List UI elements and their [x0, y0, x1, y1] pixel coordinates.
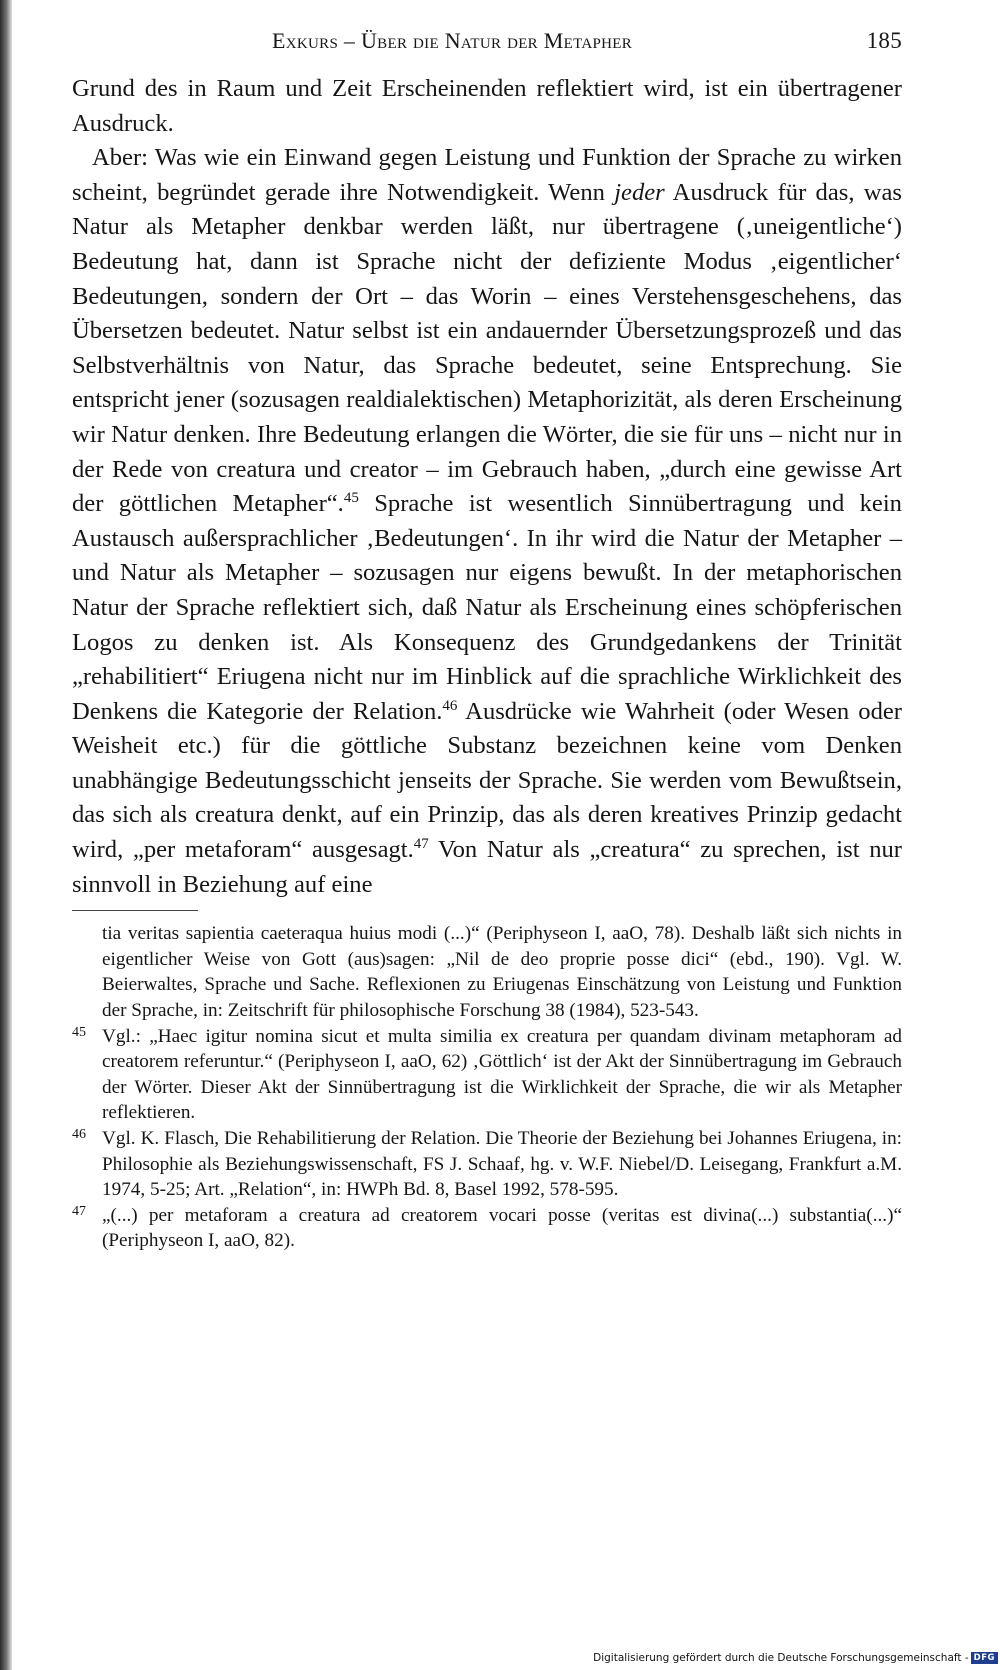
footnote-number: 46 — [72, 1127, 86, 1142]
footnote-45 — [72, 1024, 902, 1126]
footnote-47 — [72, 1203, 902, 1254]
footnote-continuation-text: tia veritas sapientia caeteraqua huius modi (...)“ (Periphyseon I, aaO, 78). Deshalb läßt sich nichts in eigentlicher Weise von Gott (aus)sagen: „Nil de deo proprie posse dici“ (ebd., 190). Vgl. W. Beierwaltes, Sprache und Sache. Reflexionen zu Eriugenas Einschätzung von Leistung und Funktion der Sprache, in: Zeitschrift für philosophische Forschung 38 (1984), 523-543. — [102, 923, 902, 1022]
paragraph-2-part-e: Von Natur als „creatura“ zu sprechen, ist nur sinnvoll in Beziehung auf eine — [72, 836, 902, 898]
footnote-continuation — [72, 921, 902, 1023]
main-text — [72, 72, 902, 902]
footnote-ref-45[interactable]: 45 — [343, 490, 359, 507]
digitization-notice-text: Digitalisierung gefördert durch die Deutsche Forschungsgemeinschaft - — [593, 1652, 969, 1664]
emphasis-jeder: jeder — [614, 178, 665, 206]
page-number: 185 — [866, 28, 902, 53]
footnote-number: 47 — [72, 1203, 86, 1219]
dfg-logo: DFG — [971, 1652, 998, 1664]
book-page — [72, 24, 902, 1254]
running-title: Exkurs – Über die Natur der Metapher — [272, 28, 633, 53]
paragraph-2-part-a: Aber: Was wie ein Einwand gegen Leistung und Funktion der Sprache zu wirken scheint, begründet gerade ihre Notwendigkeit. Wenn — [72, 144, 902, 206]
footnote-number: 45 — [72, 1024, 86, 1040]
digitization-notice — [593, 1652, 1000, 1670]
book-spine-shadow — [0, 0, 12, 1670]
footnote-text: Vgl.: „Haec igitur nomina sicut et multa similia ex creatura per quandam divinam metaphoram ad creatorem referuntur.“ (Periphyseon I, aaO, 62) ‚Göttlich‘ ist der Akt der Sinnübertragung im Gebrauch der Wörter. Dieser Akt der Sinnübertragung ist die Wirklichkeit der Sprache, die wir als Metapher reflektieren. — [102, 1025, 902, 1124]
page-header — [72, 24, 902, 64]
footnote-ref-46[interactable]: 46 — [442, 697, 458, 714]
paragraph-2 — [72, 141, 902, 902]
paragraph-1: Grund des in Raum und Zeit Erscheinenden reflektiert wird, ist ein übertragener Ausdruck. — [72, 75, 902, 137]
paragraph-2-part-c: Sprache ist wesentlich Sinnübertragung und kein Austausch außersprachlicher ‚Bedeutungen‘. In ihr wird die Natur der Metapher – und Natur als Metapher – sozusagen nur eigens bewußt. In der metaphorischen Natur der Sprache reflektiert sich, daß Natur als Erscheinung eines schöpferischen Logos zu denken ist. Als Konsequenz des Grundgedankens der Trinität „rehabilitiert“ Eriugena nicht nur im Hinblick auf die sprachliche Wirklichkeit des Denkens die Kategorie der Relation. — [72, 490, 902, 725]
footnote-ref-47[interactable]: 47 — [413, 836, 429, 853]
footnote-separator — [72, 910, 198, 911]
paragraph-2-part-b: Ausdruck für das, was Natur als Metapher denkbar werden läßt, nur übertragene (‚uneigentliche‘) Bedeutung hat, dann ist Sprache nicht der defiziente Modus ‚eigentlicher‘ Bedeutungen, sondern der Ort – das Worin – eines Verstehensgeschehens, das Übersetzen bedeutet. Natur selbst ist ein andauernder Übersetzungsprozeß und das Selbstverhältnis von Natur, das Sprache bedeutet, seine Entsprechung. Sie entspricht jener (sozusagen realdialektischen) Metaphorizität, als deren Erscheinung wir Natur denken. Ihre Bedeutung erlangen die Wörter, die sie für uns – nicht nur in der Rede von creatura und creator – im Gebrauch haben, „durch eine gewisse Art der göttlichen Metapher“. — [72, 178, 903, 518]
footnote-text: „(...) per metaforam a creatura ad creatorem vocari posse (veritas est divina(...) substantia(...)“ (Periphyseon I, aaO, 82). — [102, 1204, 902, 1252]
footnote-46 — [72, 1126, 902, 1203]
footnotes — [72, 921, 902, 1254]
footnote-text: Vgl. K. Flasch, Die Rehabilitierung der Relation. Die Theorie der Beziehung bei Johannes Eriugena, in: Philosophie als Beziehungswissenschaft, FS J. Schaaf, hg. v. W.F. Niebel/D. Leisegang, Frankfurt a.M. 1974, 5-25; Art. „Relation“, in: HWPh Bd. 8, Basel 1992, 578-595. — [102, 1128, 902, 1201]
paragraph-2-part-d: Ausdrücke wie Wahrheit (oder Wesen oder Weisheit etc.) für die göttliche Substanz bezeichnen keine vom Denken unabhängige Bedeutungsschicht jenseits der Sprache. Sie werden vom Bewußtsein, das sich als creatura denkt, auf ein Prinzip, das als deren kreatives Prinzip gedacht wird, „per metaforam“ ausgesagt. — [72, 697, 902, 864]
